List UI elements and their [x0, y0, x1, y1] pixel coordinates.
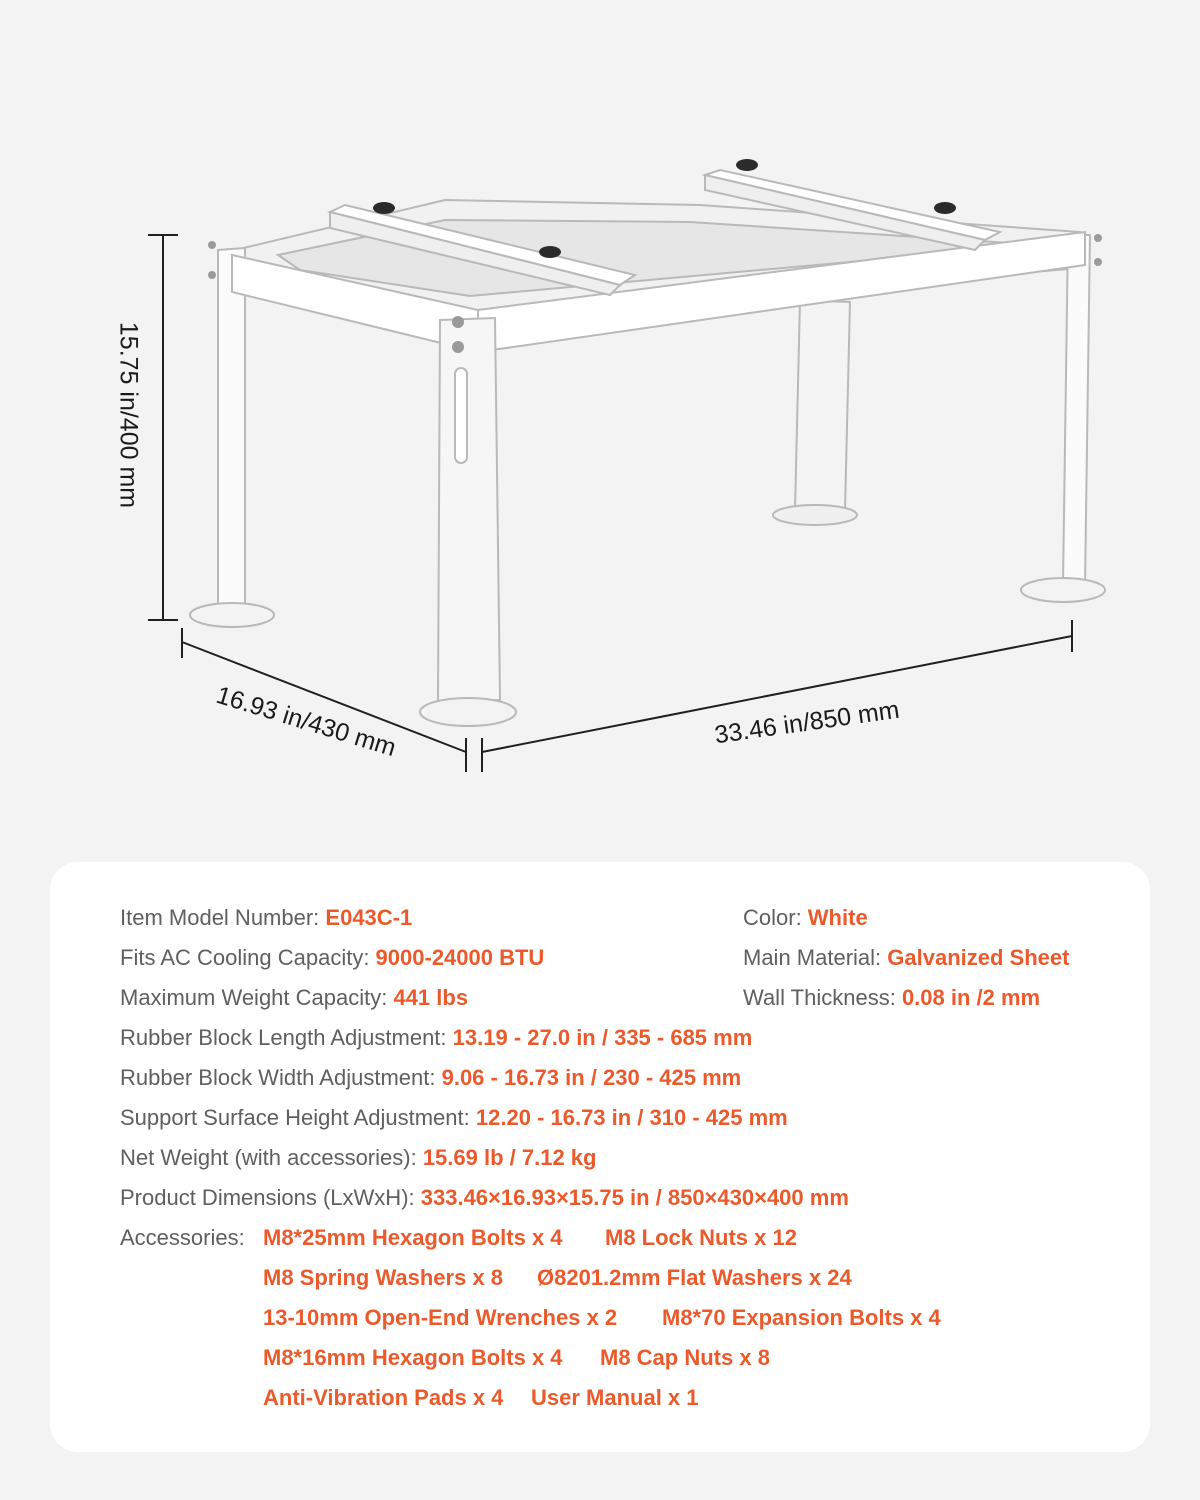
spec-weight-capacity [120, 985, 468, 1011]
accessory-item: Ø8201.2mm Flat Washers x 24 [537, 1265, 852, 1290]
accessory-item: User Manual x 1 [531, 1385, 699, 1410]
spec-color [743, 905, 868, 931]
accessory-item: 13-10mm Open-End Wrenches x 2 [263, 1305, 618, 1330]
spec-label: Wall Thickness: [743, 985, 902, 1010]
depth-dimension-label: 16.93 in/430 mm [213, 680, 400, 763]
spec-height-adjustment [120, 1105, 788, 1131]
spec-value: 15.69 lb / 7.12 kg [422, 1145, 597, 1170]
spec-dimensions [120, 1185, 849, 1211]
accessory-item: M8*25mm Hexagon Bolts x 4 [263, 1225, 563, 1250]
spec-net-weight [120, 1145, 596, 1171]
spec-model-number [120, 905, 412, 931]
accessories-label: Accessories: [120, 1225, 245, 1250]
spec-label: Rubber Block Length Adjustment: [120, 1025, 453, 1050]
length-dimension-label: 33.46 in/850 mm [712, 695, 902, 750]
specifications-card [50, 862, 1150, 1452]
spec-value: 9000-24000 BTU [375, 945, 545, 970]
accessory-item: Anti-Vibration Pads x 4 [263, 1385, 504, 1410]
spec-material [743, 945, 1069, 971]
spec-label: Net Weight (with accessories): [120, 1145, 423, 1170]
spec-label: Product Dimensions (LxWxH): [120, 1185, 421, 1210]
spec-label: Main Material: [743, 945, 888, 970]
spec-value: 333.46×16.93×15.75 in / 850×430×400 mm [420, 1185, 849, 1210]
accessory-item: M8*70 Expansion Bolts x 4 [662, 1305, 941, 1330]
spec-wall-thickness [743, 985, 1040, 1011]
accessory-item: M8 Cap Nuts x 8 [600, 1345, 770, 1370]
spec-value: 441 lbs [393, 985, 469, 1010]
spec-value: 13.19 - 27.0 in / 335 - 685 mm [452, 1025, 753, 1050]
spec-value: E043C-1 [325, 905, 413, 930]
spec-label: Support Surface Height Adjustment: [120, 1105, 476, 1130]
spec-cooling-capacity [120, 945, 544, 971]
accessory-item: M8 Spring Washers x 8 [263, 1265, 504, 1290]
spec-value: 12.20 - 16.73 in / 310 - 425 mm [475, 1105, 788, 1130]
spec-block-length [120, 1025, 752, 1051]
spec-value: 0.08 in /2 mm [901, 985, 1041, 1010]
accessory-item: M8 Lock Nuts x 12 [605, 1225, 797, 1250]
spec-block-width [120, 1065, 741, 1091]
accessory-item: M8*16mm Hexagon Bolts x 4 [263, 1345, 563, 1370]
spec-value: Galvanized Sheet [887, 945, 1070, 970]
spec-label: Rubber Block Width Adjustment: [120, 1065, 442, 1090]
spec-label: Maximum Weight Capacity: [120, 985, 394, 1010]
spec-value: White [807, 905, 868, 930]
height-dimension-label: 15.75 in/400 mm [114, 321, 143, 509]
spec-label: Item Model Number: [120, 905, 326, 930]
spec-label: Fits AC Cooling Capacity: [120, 945, 376, 970]
stand-drawing [190, 170, 1105, 726]
spec-value: 9.06 - 16.73 in / 230 - 425 mm [441, 1065, 742, 1090]
spec-label: Color: [743, 905, 808, 930]
